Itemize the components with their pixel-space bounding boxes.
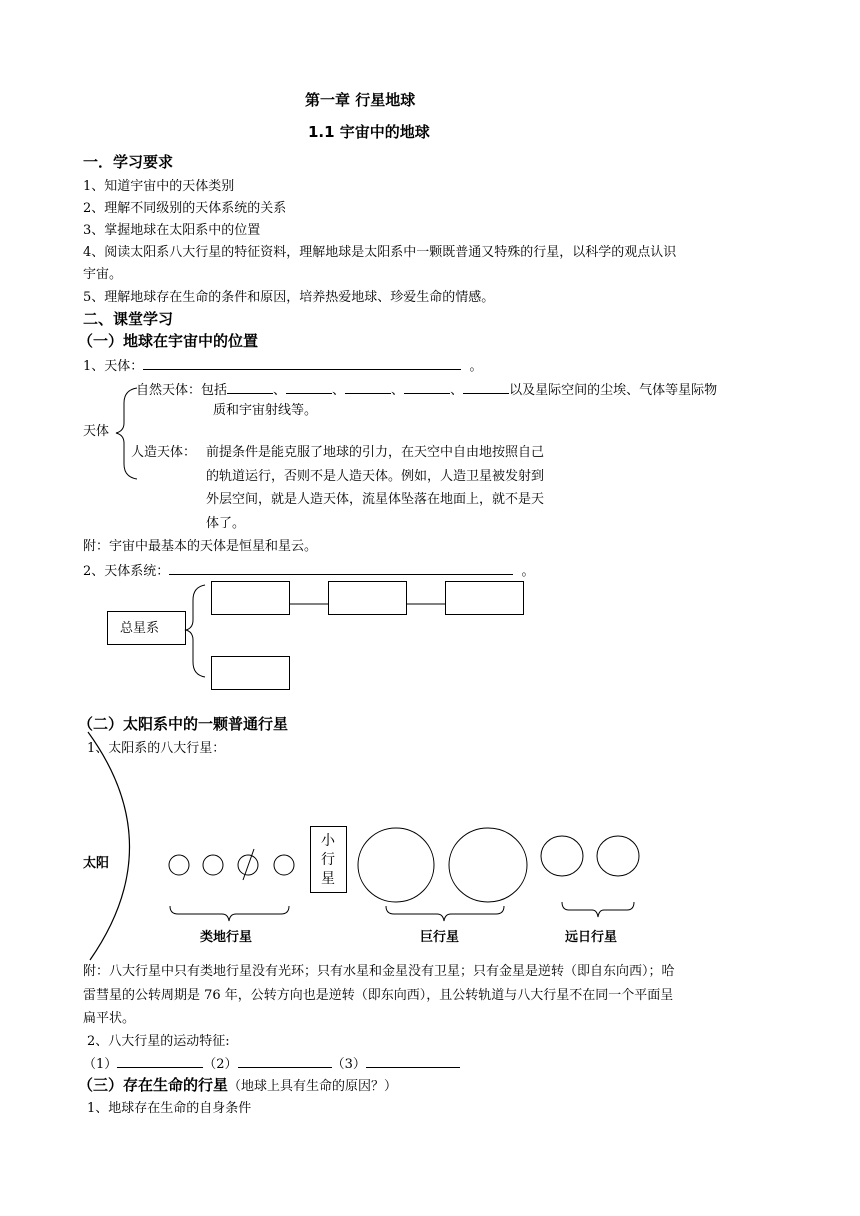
- q2-celestial-system: 2、天体系统： 。: [83, 564, 535, 579]
- planet-circle: [203, 855, 223, 875]
- requirement-item: 宇宙。: [83, 267, 123, 282]
- distant-label: 远日行星: [565, 930, 618, 945]
- artificial-text: 的轨道运行，否则不是人造天体。例如，人造卫星被发射到: [206, 469, 545, 484]
- part2-heading: 二、课堂学习: [83, 310, 174, 328]
- brace-galaxy: [186, 585, 205, 677]
- brace-terrestrial: [170, 906, 289, 921]
- artificial-text: 前提条件是能克服了地球的引力，在天空中自由地按照自己: [206, 445, 545, 460]
- requirement-item: 3、掌握地球在太阳系中的位置: [83, 223, 261, 238]
- brace-celestial: [116, 388, 137, 479]
- natural-bodies: 自然天体：包括 、 、 、 、 以及星际空间的尘埃、气体等星际物: [136, 383, 718, 398]
- note-planets: 扁平状。: [83, 1011, 136, 1026]
- asteroid-label: 小行星: [321, 833, 335, 887]
- q1-life-conditions: 1、地球存在生命的自身条件: [87, 1101, 252, 1116]
- part1-heading: 一．学习要求: [83, 153, 174, 171]
- sun-arc: [88, 732, 130, 960]
- brace-distant: [562, 902, 634, 917]
- chapter-title: 第一章 行星地球: [305, 91, 416, 109]
- note-planets: 雷彗星的公转周期是 76 年，公转方向也是逆转（即东向西），且公转轨道与八大行星不在同一个平面呈: [83, 988, 674, 1003]
- giant-planet-circle: [358, 828, 434, 902]
- artificial-label: 人造天体：: [131, 445, 197, 460]
- requirement-item: 4、阅读太阳系八大行星的特征资料，理解地球是太阳系中一颗既普通又特殊的行星，以科学的观点认识: [83, 245, 677, 260]
- note-basic-bodies: 附：宇宙中最基本的天体是恒星和星云。: [83, 539, 318, 554]
- sub2-heading: （二）太阳系中的一颗普通行星: [78, 715, 289, 733]
- artificial-text: 外层空间，就是人造天体，流星体坠落在地面上，就不是天: [206, 492, 545, 507]
- q1-celestial-body: 1、天体： 。: [83, 359, 483, 374]
- requirement-item: 5、理解地球存在生命的条件和原因，培养热爱地球、珍爱生命的情感。: [83, 290, 495, 305]
- tianti-label: 天体: [83, 424, 110, 439]
- requirement-item: 2、理解不同级别的天体系统的关系: [83, 201, 287, 216]
- planet-circle: [169, 855, 189, 875]
- q2-motion: 2、八大行星的运动特征:: [87, 1034, 230, 1049]
- giant-label: 巨行星: [420, 930, 460, 945]
- galaxy-label: 总星系: [120, 621, 160, 636]
- natural-bodies-line2: 质和宇宙射线等。: [213, 403, 318, 418]
- distant-planet-circle: [597, 836, 639, 876]
- sub1-heading: （一）地球在宇宙中的位置: [78, 332, 259, 350]
- q1-eight-planets: 1、太阳系的八大行星：: [87, 741, 226, 756]
- sub3-heading: （三）存在生命的行星: [78, 1076, 229, 1094]
- terrestrial-label: 类地行星: [200, 930, 253, 945]
- requirement-item: 1、知道宇宙中的天体类别: [83, 179, 235, 194]
- artificial-text: 体了。: [206, 516, 246, 531]
- giant-planet-circle: [449, 828, 527, 902]
- q2-answers: （1） （2） （3）: [83, 1055, 460, 1073]
- note-planets: 附：八大行星中只有类地行星没有光环；只有水星和金星没有卫星；只有金星是逆转（即自东向西）；哈: [83, 964, 675, 979]
- section-title: 1.1 宇宙中的地球: [308, 123, 430, 141]
- sun-label: 太阳: [83, 856, 110, 871]
- sub3-heading-note: （地球上具有生命的原因？）: [228, 1079, 398, 1094]
- distant-planet-circle: [541, 836, 583, 876]
- brace-giant: [386, 906, 504, 921]
- planet-circle: [274, 855, 294, 875]
